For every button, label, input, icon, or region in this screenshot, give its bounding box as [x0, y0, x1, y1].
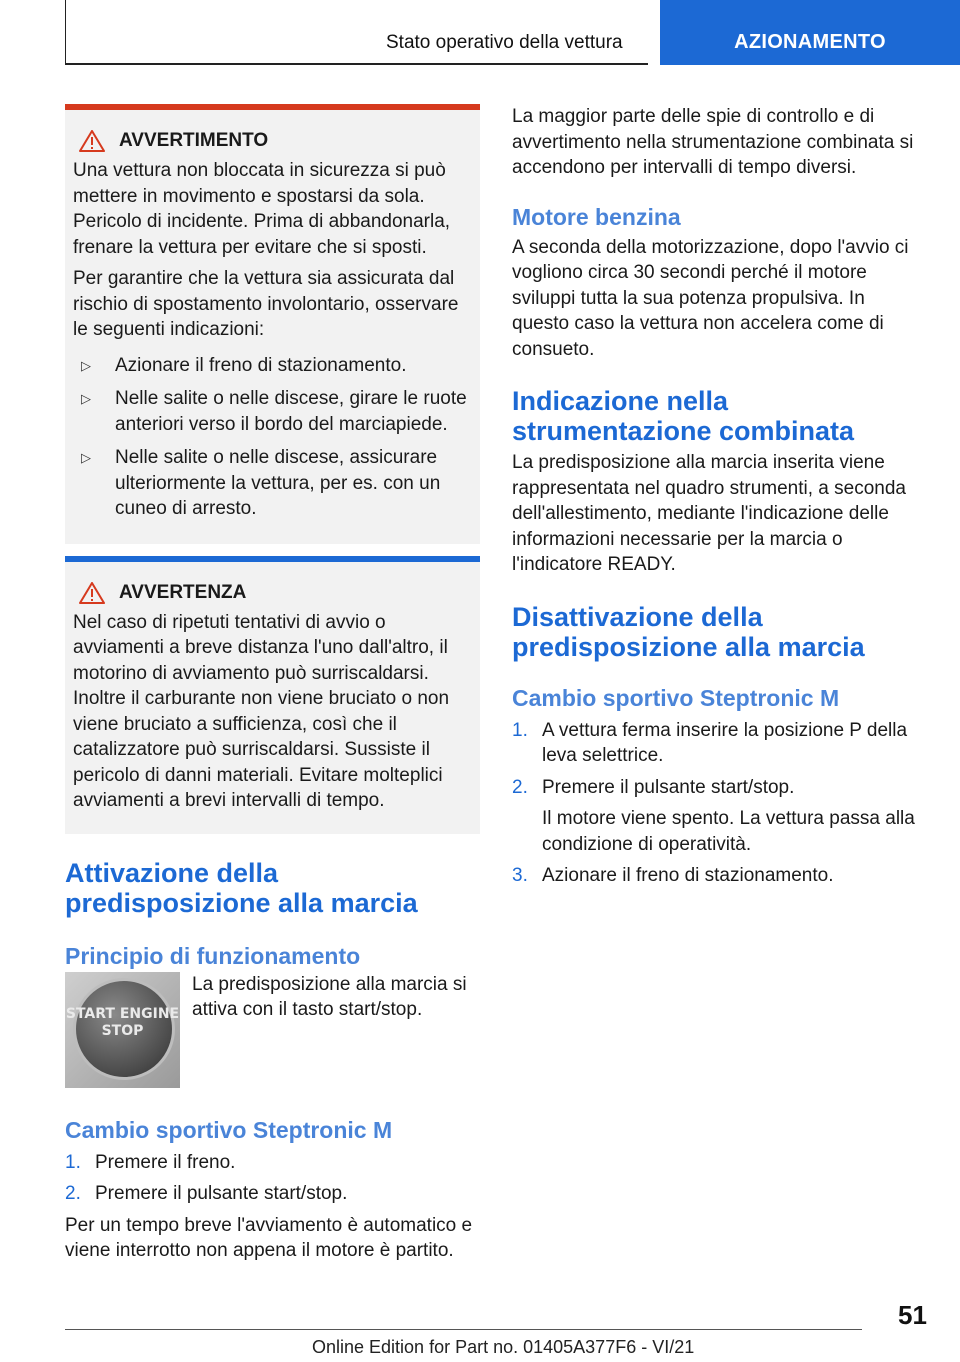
footer-rule	[65, 1329, 862, 1330]
triangle-bullet-icon: ▷	[81, 391, 91, 406]
list-item	[73, 386, 472, 437]
warning-paragraph: Una vettura non bloccata in sicurezza si può mettere in movimento e spostarsi da sola. Pericolo di incidente. Prima di abbandonarla, frenare la vettura per evitare che si sposti.	[73, 160, 451, 258]
list-item-text: Nelle salite o nelle discese, girare le ruote anteriori verso il bordo del marciapiede.	[115, 388, 467, 435]
step-list	[65, 1150, 480, 1207]
step-number: 2.	[512, 776, 528, 798]
step-text: Premere il freno.	[95, 1151, 236, 1173]
step-item	[512, 863, 927, 889]
subsection-heading: Motore benzina	[512, 203, 681, 230]
step-item	[512, 718, 927, 769]
subsection-heading: Cambio sportivo Steptronic M	[65, 1116, 393, 1143]
header-rule-bottom	[65, 63, 648, 65]
start-stop-button-label: START ENGINE STOP	[65, 1005, 180, 1039]
body-paragraph: La maggior parte delle spie di controllo e di avvertimento nella strumentazione combinata si accendono per intervalli di tempo diversi.	[512, 106, 914, 178]
list-item	[73, 353, 472, 379]
warning-title-text: AVVERTIMENTO	[119, 130, 269, 151]
subsection-heading: Principio di funzionamento	[65, 942, 361, 969]
step-number: 1.	[65, 1151, 81, 1173]
warning-paragraph: Per garantire che la vettura sia assicurata dal rischio di spostamento involontario, osservare le seguenti indicazioni:	[73, 268, 459, 340]
section-heading: Disattivazione della predisposizione alla marcia	[512, 601, 865, 662]
principle-text: La predisposizione alla marcia si attiva con il tasto start/stop.	[192, 973, 467, 1020]
footer-edition: Online Edition for Part no. 01405A377F6 - VI/21	[312, 1337, 695, 1357]
subsection-heading: Cambio sportivo Steptronic M	[512, 684, 840, 711]
warning-title	[73, 582, 472, 604]
start-stop-button-image	[65, 972, 180, 1088]
warning-box-avvertimento	[65, 104, 480, 544]
warning-paragraph: Nel caso di ripetuti tentativi di avvio o avviamenti a breve distanza l'uno dall'altro, il motorino di avviamento può surriscaldarsi. Inoltre il carburante non viene bruciato o non viene bruciato a sufficienza, così che il catalizzatore può surriscaldarsi. Sussiste il pericolo di danni materiali. Evitare molteplici avviamenti a brevi intervalli di tempo.	[73, 611, 450, 811]
list-item	[73, 445, 472, 522]
step-list	[512, 718, 927, 889]
header-section-title: Stato operativo della vettura	[386, 32, 623, 53]
step-text: A vettura ferma inserire la posizione P della leva selettrice.	[542, 719, 908, 766]
principle-block	[65, 972, 480, 1088]
warning-triangle-icon	[79, 582, 105, 604]
step-item	[65, 1150, 480, 1176]
chapter-tab[interactable]: AZIONAMENTO	[660, 0, 960, 65]
step-text: Premere il pulsante start/stop.	[95, 1183, 348, 1204]
step-number: 2.	[65, 1183, 81, 1204]
step-text-group	[542, 775, 927, 858]
list-item-text: Azionare il freno di stazionamento.	[115, 354, 407, 376]
section-heading: Attivazione della predisposizione alla marcia	[65, 857, 418, 918]
body-paragraph: La predisposizione alla marcia inserita viene rappresentata nel quadro strumenti, a seconda dell'allestimento, mediante l'indicazione delle informazioni necessarie per la marcia o l'indicatore READY.	[512, 452, 906, 575]
step-item	[512, 775, 927, 858]
step-item	[65, 1181, 480, 1207]
step-text: Premere il pulsante start/stop.	[542, 776, 795, 798]
warning-bullet-list	[73, 353, 472, 522]
step-number: 3.	[512, 865, 528, 886]
step-text: Azionare il freno di stazionamento.	[542, 865, 834, 886]
step-subtext: Il motore viene spento. La vettura passa alla condizione di operatività.	[542, 808, 915, 855]
header-rule-vertical	[65, 0, 66, 64]
body-paragraph: Per un tempo breve l'avviamento è automatico e viene interrotto non appena il motore è partito.	[65, 1214, 473, 1261]
warning-title	[73, 130, 472, 152]
section-heading: Indicazione nella strumentazione combinata	[512, 386, 855, 446]
body-paragraph: A seconda della motorizzazione, dopo l'avvio ci vogliono circa 30 secondi perché il motore sviluppi tutta la sua potenza propulsiva. In questo caso la vettura non accelera come di consueto.	[512, 236, 909, 360]
page-number: 51	[898, 1300, 927, 1330]
triangle-bullet-icon: ▷	[81, 357, 91, 373]
right-column	[512, 104, 927, 895]
warning-box-avvertenza	[65, 556, 480, 834]
list-item-text: Nelle salite o nelle discese, assicurare ulteriormente la vettura, per es. con un cuneo di arresto.	[115, 447, 441, 519]
triangle-bullet-icon: ▷	[81, 450, 91, 465]
step-number: 1.	[512, 719, 528, 741]
warning-title-text: AVVERTENZA	[119, 581, 247, 603]
left-column	[65, 104, 480, 1264]
warning-triangle-icon	[79, 130, 105, 152]
